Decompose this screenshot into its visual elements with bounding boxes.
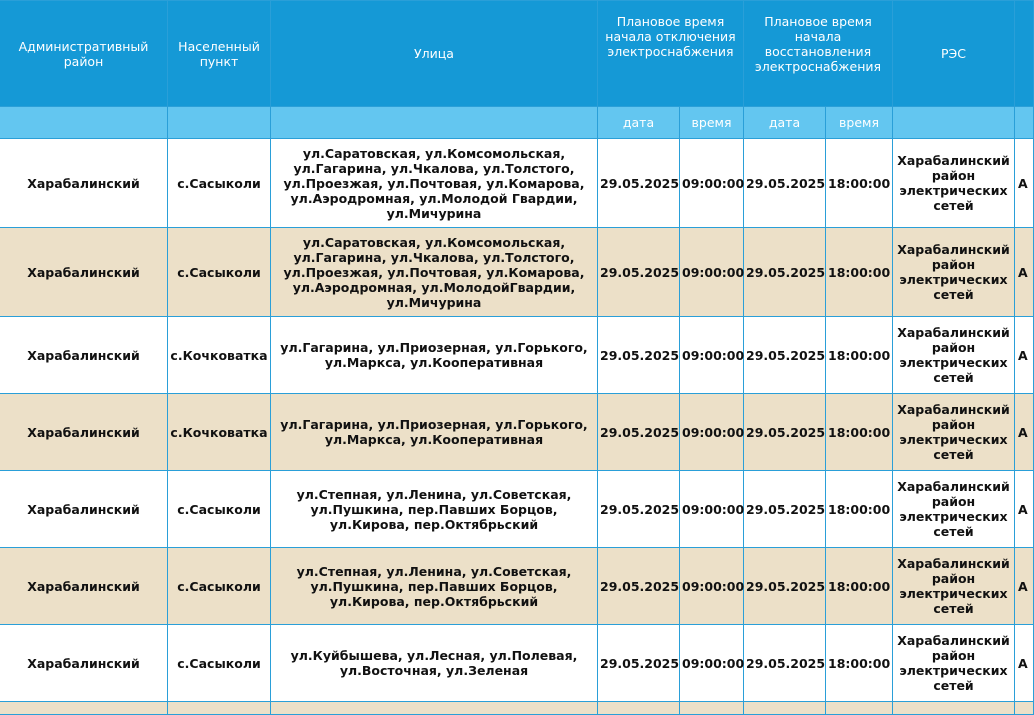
cell-settlement: с.Сасыколи bbox=[168, 228, 271, 317]
cell-empty bbox=[744, 702, 826, 715]
table-row bbox=[0, 228, 1034, 317]
table-row bbox=[0, 139, 1034, 228]
cell-res: Харабалинский район электрических сетей bbox=[893, 394, 1015, 471]
cell-district: Харабалинский bbox=[0, 317, 168, 394]
table-row bbox=[0, 625, 1034, 702]
table-row bbox=[0, 394, 1034, 471]
cell-district: Харабалинский bbox=[0, 548, 168, 625]
cell-on-time: 18:00:00 bbox=[826, 548, 893, 625]
cell-res: Харабалинский район электрических сетей bbox=[893, 471, 1015, 548]
cell-off-date: 29.05.2025 bbox=[598, 625, 680, 702]
header-plan-restore: Плановое время начала восстановления электроснабжения bbox=[744, 1, 893, 107]
cell-on-time: 18:00:00 bbox=[826, 625, 893, 702]
header-street: Улица bbox=[271, 1, 598, 107]
cell-off-time: 09:00:00 bbox=[680, 625, 744, 702]
header-district: Административный район bbox=[0, 1, 168, 107]
cell-res: Харабалинский район электрических сетей bbox=[893, 625, 1015, 702]
cell-extra: А bbox=[1015, 625, 1034, 702]
cell-settlement: с.Сасыколи bbox=[168, 548, 271, 625]
cell-streets: ул.Степная, ул.Ленина, ул.Советская, ул.Пушкина, пер.Павших Борцов, ул.Кирова, пер.Октябрьский bbox=[271, 548, 598, 625]
subheader-on-time: время bbox=[826, 107, 893, 139]
cell-settlement: с.Кочковатка bbox=[168, 394, 271, 471]
subheader-off-date: дата bbox=[598, 107, 680, 139]
cell-off-time: 09:00:00 bbox=[680, 228, 744, 317]
subheader-empty bbox=[893, 107, 1015, 139]
cell-on-date: 29.05.2025 bbox=[744, 548, 826, 625]
cell-on-time: 18:00:00 bbox=[826, 139, 893, 228]
cell-streets: ул.Гагарина, ул.Приозерная, ул.Горького, ул.Маркса, ул.Кооперативная bbox=[271, 394, 598, 471]
cell-on-date: 29.05.2025 bbox=[744, 625, 826, 702]
cell-extra: А bbox=[1015, 471, 1034, 548]
header-settlement: Населенный пункт bbox=[168, 1, 271, 107]
subheader-off-time: время bbox=[680, 107, 744, 139]
cell-off-time: 09:00:00 bbox=[680, 394, 744, 471]
subheader-on-date: дата bbox=[744, 107, 826, 139]
cell-on-time: 18:00:00 bbox=[826, 228, 893, 317]
cell-off-time: 09:00:00 bbox=[680, 317, 744, 394]
cell-empty bbox=[680, 702, 744, 715]
cell-settlement: с.Сасыколи bbox=[168, 139, 271, 228]
cell-off-date: 29.05.2025 bbox=[598, 394, 680, 471]
table-row-partial bbox=[0, 702, 1034, 715]
table-row bbox=[0, 548, 1034, 625]
cell-on-date: 29.05.2025 bbox=[744, 228, 826, 317]
header-plan-start: Плановое время начала отключения электроснабжения bbox=[598, 1, 744, 107]
cell-streets: ул.Саратовская, ул.Комсомольская, ул.Гагарина, ул.Чкалова, ул.Толстого, ул.Проезжая, ул.Почтовая, ул.Комарова, ул.Аэродромная, ул.МолодойГвардии, ул.Мичурина bbox=[271, 228, 598, 317]
cell-settlement: с.Сасыколи bbox=[168, 471, 271, 548]
subheader-empty bbox=[271, 107, 598, 139]
cell-off-date: 29.05.2025 bbox=[598, 139, 680, 228]
cell-extra: А bbox=[1015, 394, 1034, 471]
cell-empty bbox=[271, 702, 598, 715]
table-header bbox=[0, 1, 1034, 139]
cell-district: Харабалинский bbox=[0, 471, 168, 548]
cell-extra: А bbox=[1015, 317, 1034, 394]
cell-empty bbox=[1015, 702, 1034, 715]
cell-on-date: 29.05.2025 bbox=[744, 317, 826, 394]
cell-streets: ул.Куйбышева, ул.Лесная, ул.Полевая, ул.Восточная, ул.Зеленая bbox=[271, 625, 598, 702]
cell-on-date: 29.05.2025 bbox=[744, 471, 826, 548]
cell-empty bbox=[598, 702, 680, 715]
cell-district: Харабалинский bbox=[0, 394, 168, 471]
cell-res: Харабалинский район электрических сетей bbox=[893, 317, 1015, 394]
cell-off-date: 29.05.2025 bbox=[598, 471, 680, 548]
cell-res: Харабалинский район электрических сетей bbox=[893, 228, 1015, 317]
cell-off-date: 29.05.2025 bbox=[598, 228, 680, 317]
cell-res: Харабалинский район электрических сетей bbox=[893, 139, 1015, 228]
cell-on-time: 18:00:00 bbox=[826, 317, 893, 394]
cell-on-date: 29.05.2025 bbox=[744, 394, 826, 471]
cell-settlement: с.Сасыколи bbox=[168, 625, 271, 702]
cell-streets: ул.Степная, ул.Ленина, ул.Советская, ул.Пушкина, пер.Павших Борцов, ул.Кирова, пер.Октябрьский bbox=[271, 471, 598, 548]
subheader-empty bbox=[0, 107, 168, 139]
cell-off-date: 29.05.2025 bbox=[598, 548, 680, 625]
header-res: РЭС bbox=[893, 1, 1015, 107]
subheader-empty bbox=[168, 107, 271, 139]
cell-off-date: 29.05.2025 bbox=[598, 317, 680, 394]
cell-settlement: с.Кочковатка bbox=[168, 317, 271, 394]
table-row bbox=[0, 471, 1034, 548]
cell-empty bbox=[826, 702, 893, 715]
cell-empty bbox=[0, 702, 168, 715]
cell-empty bbox=[893, 702, 1015, 715]
cell-on-time: 18:00:00 bbox=[826, 394, 893, 471]
cell-district: Харабалинский bbox=[0, 625, 168, 702]
table-row bbox=[0, 317, 1034, 394]
header-extra bbox=[1015, 1, 1034, 107]
cell-res: Харабалинский район электрических сетей bbox=[893, 548, 1015, 625]
cell-off-time: 09:00:00 bbox=[680, 471, 744, 548]
cell-extra: А bbox=[1015, 548, 1034, 625]
cell-empty bbox=[168, 702, 271, 715]
cell-streets: ул.Саратовская, ул.Комсомольская, ул.Гагарина, ул.Чкалова, ул.Толстого, ул.Проезжая, ул.Почтовая, ул.Комарова, ул.Аэродромная, ул.Молодой Гвардии, ул.Мичурина bbox=[271, 139, 598, 228]
cell-off-time: 09:00:00 bbox=[680, 139, 744, 228]
cell-streets: ул.Гагарина, ул.Приозерная, ул.Горького, ул.Маркса, ул.Кооперативная bbox=[271, 317, 598, 394]
cell-off-time: 09:00:00 bbox=[680, 548, 744, 625]
cell-on-time: 18:00:00 bbox=[826, 471, 893, 548]
cell-extra: А bbox=[1015, 228, 1034, 317]
cell-district: Харабалинский bbox=[0, 139, 168, 228]
cell-on-date: 29.05.2025 bbox=[744, 139, 826, 228]
cell-district: Харабалинский bbox=[0, 228, 168, 317]
subheader-empty bbox=[1015, 107, 1034, 139]
cell-extra: А bbox=[1015, 139, 1034, 228]
